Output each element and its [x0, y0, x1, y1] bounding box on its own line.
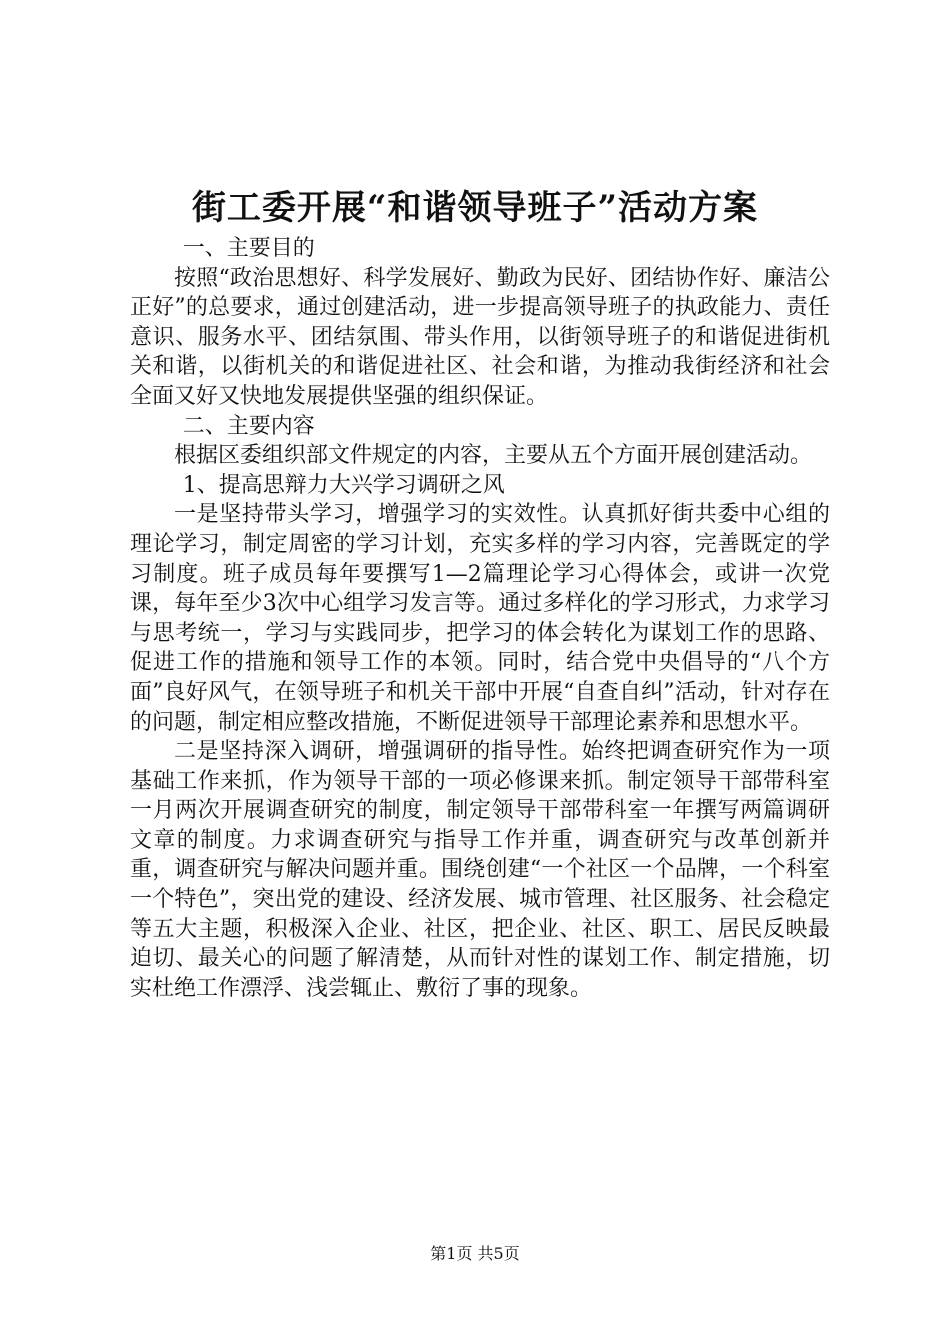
section-heading-purpose: 一、主要目的: [182, 236, 315, 261]
page-footer: 第1页 共5页: [430, 1244, 520, 1263]
paragraph-purpose: 按照“政治思想好、科学发展好、勤政为民好、团结协作好、廉洁公正好”的总要求，通过创建活动，进一步提高领导班子的执政能力、责任意识、服务水平、团结氛围、带头作用，以街领导班子的和谐促进街机关和谐，以街机关的和谐促进社区、社会和谐，为推动我街经济和社会全面又好又快地发展提供坚强的组织保证。: [130, 265, 830, 409]
paragraph-study: 一是坚持带头学习，增强学习的实效性。认真抓好街共委中心组的理论学习，制定周密的学习计划，充实多样的学习内容，完善既定的学习制度。班子成员每年要撰写1—2篇理论学习心得体会，或讲一次党课，每年至少3次中心组学习发言等。通过多样化的学习形式，力求学习与思考统一，学习与实践同步，把学习的体会转化为谋划工作的思路、促进工作的措施和领导工作的本领。同时，结合党中央倡导的“八个方面”良好风气，在领导班子和机关干部中开展“自查自纠”活动，针对存在的问题，制定相应整改措施，不断促进领导干部理论素养和思想水平。: [130, 502, 830, 735]
subsection-heading-1: 1、提高思辩力大兴学习调研之风: [182, 472, 505, 498]
section-heading-content: 二、主要内容: [182, 413, 315, 439]
document-body: [130, 234, 830, 1003]
paragraph-content-intro: 根据区委组织部文件规定的内容，主要从五个方面开展创建活动。: [174, 443, 813, 469]
document-title: 街工委开展“和谐领导班子”活动方案: [191, 188, 759, 228]
paragraph-research: 二是坚持深入调研，增强调研的指导性。始终把调查研究作为一项基础工作来抓，作为领导干部的一项必修课来抓。制定领导干部带科室一月两次开展调查研究的制度，制定领导干部带科室一年撰写两篇调研文章的制度。力求调查研究与指导工作并重，调查研究与改革创新并重，调查研究与解决问题并重。围绕创建“一个社区一个品牌，一个科室一个特色”，突出党的建设、经济发展、城市管理、社区服务、社会稳定等五大主题，积极深入企业、社区，把企业、社区、职工、居民反映最迫切、最关心的问题了解清楚，从而针对性的谋划工作、制定措施，切实杜绝工作漂浮、浅尝辄止、敷衍了事的现象。: [130, 739, 830, 1001]
